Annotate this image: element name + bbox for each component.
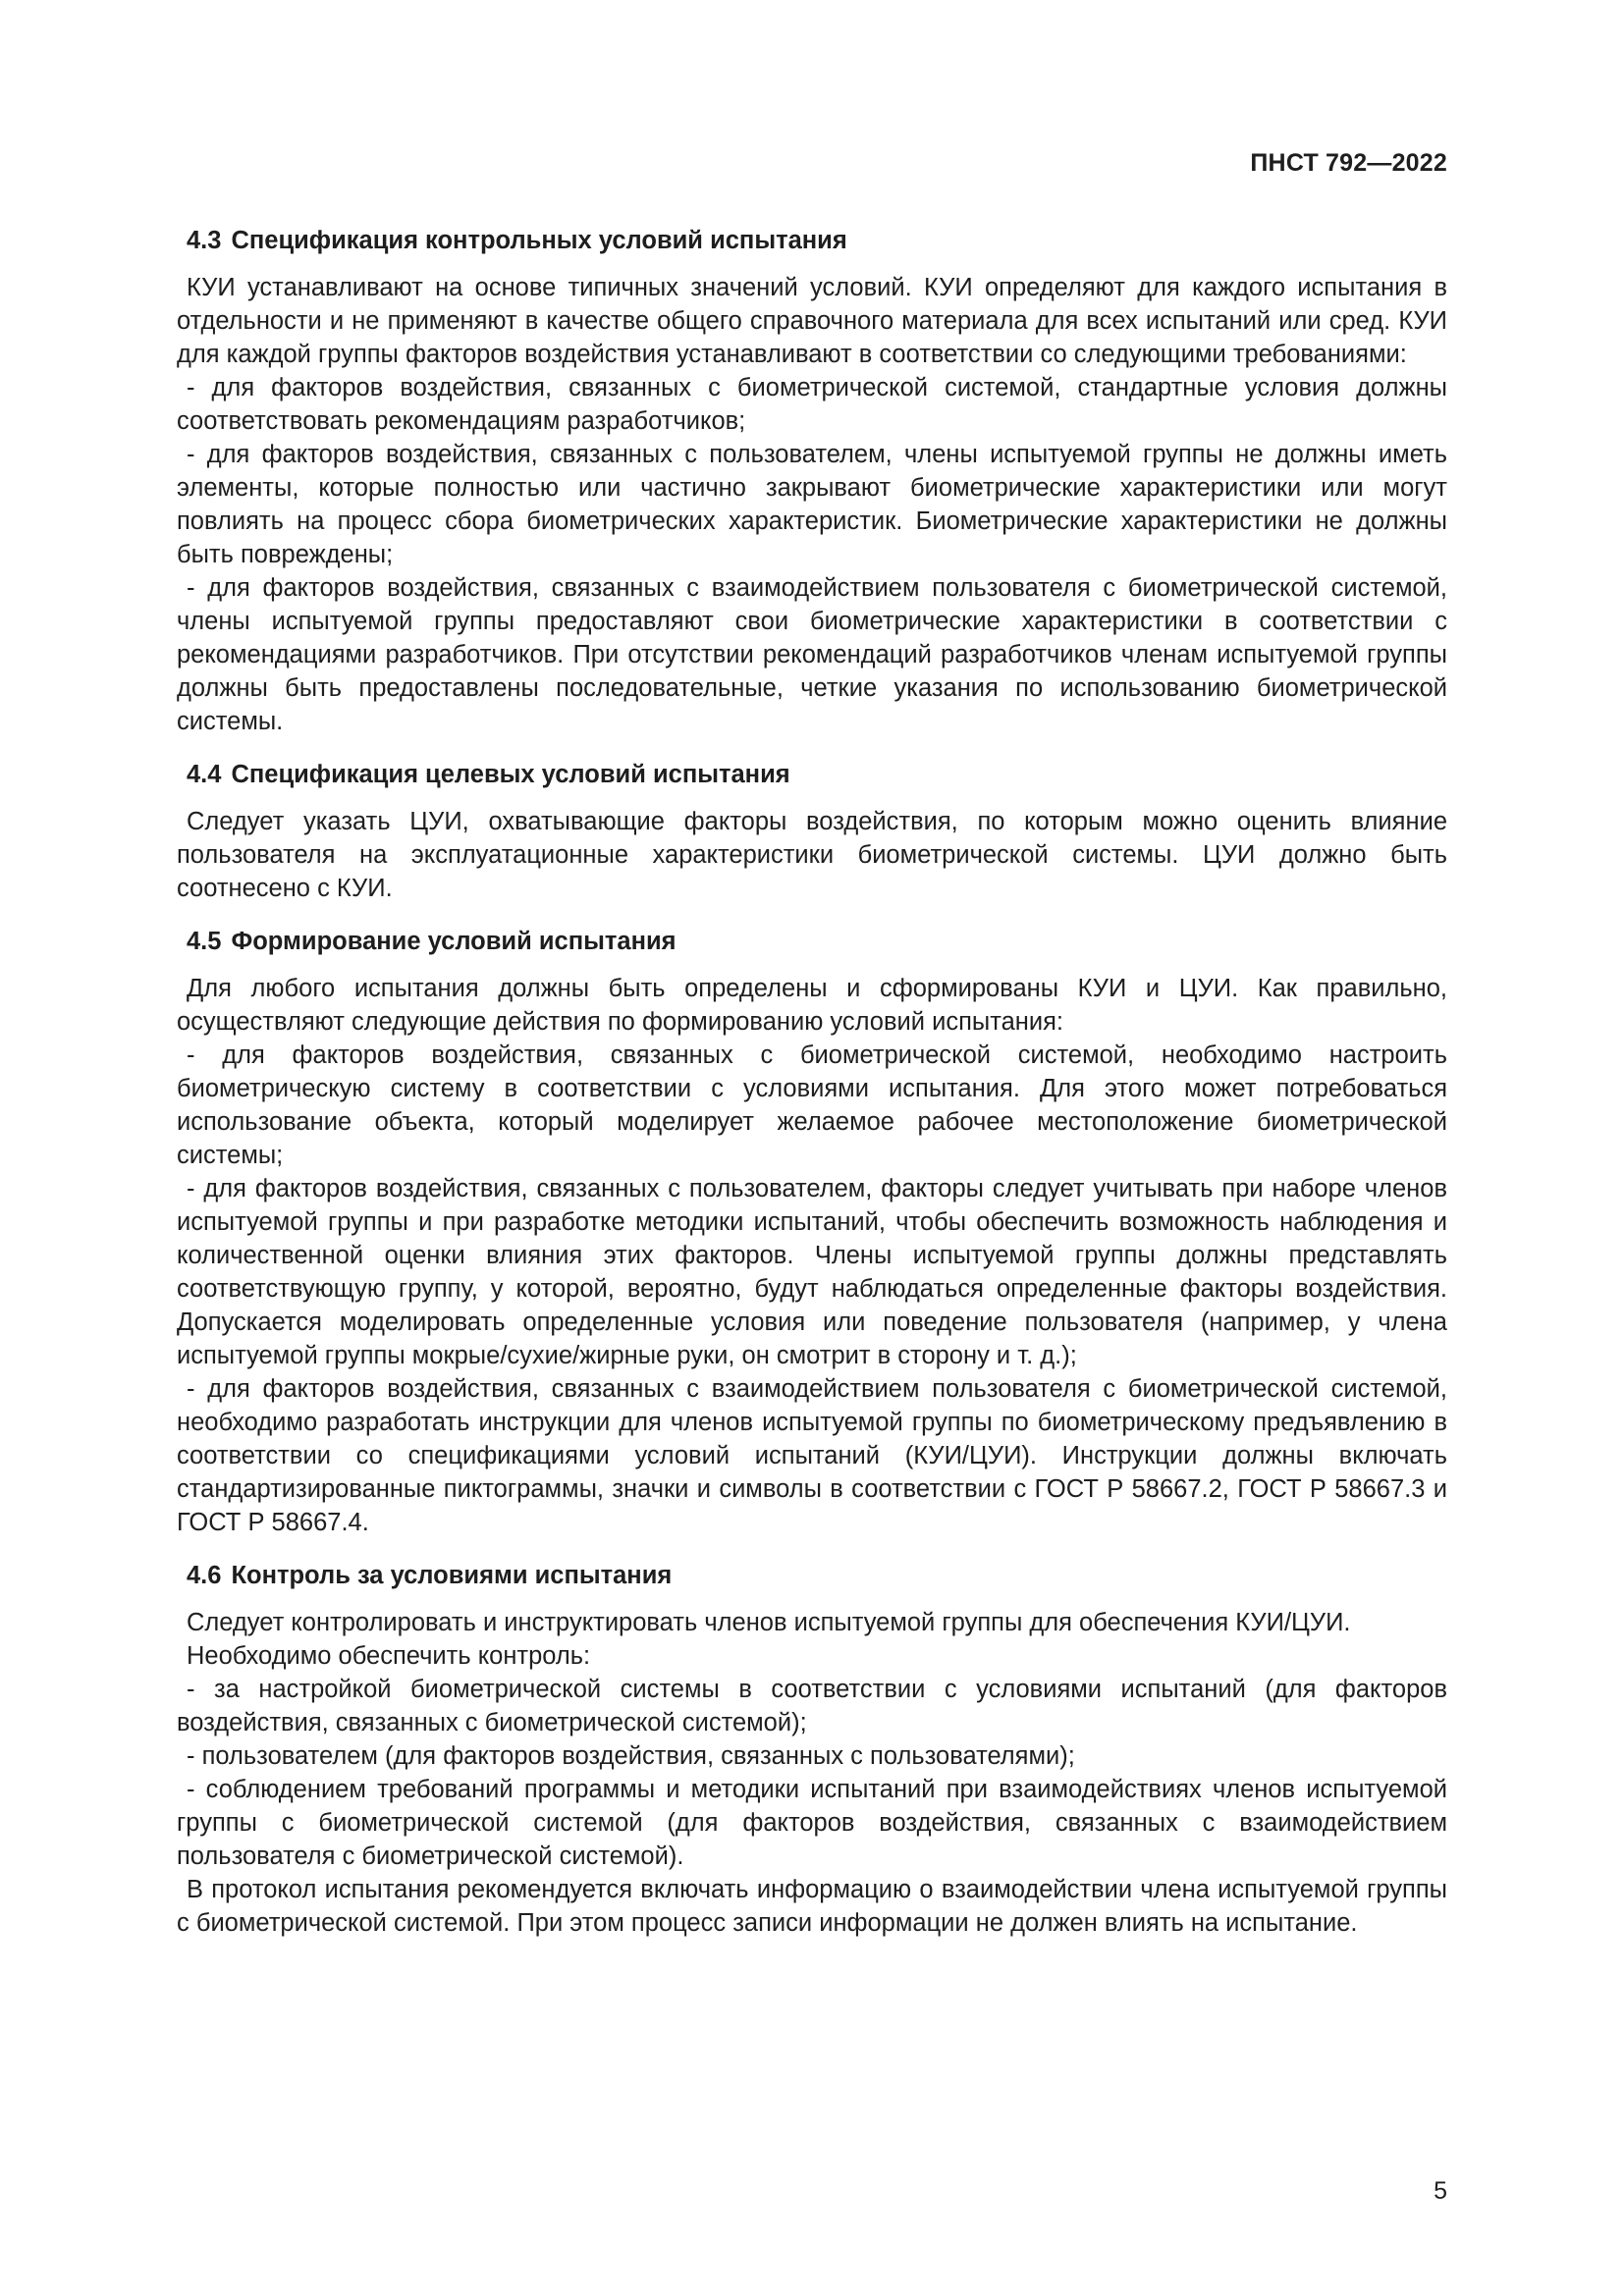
list-item: - для факторов воздействия, связанных с пользователем, члены испытуемой группы не должны иметь элементы, которые полностью или частично закрывают биометрические характеристики или могут повлиять на процесс сбора биометрических характеристик. Биометрические характеристики не должны быть повреждены; bbox=[177, 441, 1447, 568]
paragraph: Следует контролировать и инструктировать членов испытуемой группы для обеспечения КУИ/ЦУИ. bbox=[187, 1609, 1351, 1636]
section-heading bbox=[177, 925, 1447, 958]
list-item: - соблюдением требований программы и методики испытаний при взаимодействиях членов испытуемой группы с биометрической системой (для факторов воздействия, связанных с взаимодействием пользователя с биометрической системой). bbox=[177, 1776, 1447, 1870]
section-4-5 bbox=[177, 925, 1447, 1539]
section-heading bbox=[177, 1559, 1447, 1592]
list-item: - для факторов воздействия, связанных с взаимодействием пользователя с биометрической системой, необходимо разработать инструкции для членов испытуемой группы по биометрическому предъявлению в соответствии со спецификациями условий испытаний (КУИ/ЦУИ). Инструкции должны включать стандартизированные пиктограммы, значки и символы в соответствии с ГОСТ Р 58667.2, ГОСТ Р 58667.3 и ГОСТ Р 58667.4. bbox=[177, 1375, 1447, 1536]
section-title: Спецификация контрольных условий испытания bbox=[231, 227, 847, 254]
section-number: 4.5 bbox=[187, 928, 222, 955]
section-title: Контроль за условиями испытания bbox=[231, 1562, 673, 1589]
section-number: 4.4 bbox=[187, 761, 222, 788]
section-4-6 bbox=[177, 1559, 1447, 1940]
section-4-3 bbox=[177, 224, 1447, 738]
list-item: - для факторов воздействия, связанных с взаимодействием пользователя с биометрической системой, члены испытуемой группы предоставляют свои биометрические характеристики в соответствии с рекомендациями разработчиков. При отсутствии рекомендаций разработчиков членам испытуемой группы должны быть предоставлены последовательные, четкие указания по использованию биометрической системы. bbox=[177, 574, 1447, 735]
section-4-4 bbox=[177, 758, 1447, 905]
paragraph: Для любого испытания должны быть определены и сформированы КУИ и ЦУИ. Как правильно, осуществляют следующие действия по формированию условий испытания: bbox=[177, 975, 1447, 1036]
paragraph: В протокол испытания рекомендуется включать информацию о взаимодействии члена испытуемой группы с биометрической системой. При этом процесс записи информации не должен влиять на испытание. bbox=[177, 1876, 1447, 1937]
section-title: Формирование условий испытания bbox=[231, 928, 677, 955]
section-title: Спецификация целевых условий испытания bbox=[231, 761, 790, 788]
list-item: - за настройкой биометрической системы в соответствии с условиями испытаний (для факторов воздействия, связанных с биометрической системой); bbox=[177, 1676, 1447, 1736]
list-item: - пользователем (для факторов воздействия, связанных с пользователями); bbox=[187, 1742, 1075, 1770]
section-heading bbox=[177, 758, 1447, 791]
paragraph: Следует указать ЦУИ, охватывающие факторы воздействия, по которым можно оценить влияние пользователя на эксплуатационные характеристики биометрической системы. ЦУИ должно быть соотнесено с КУИ. bbox=[177, 808, 1447, 902]
section-heading bbox=[177, 224, 1447, 257]
section-number: 4.6 bbox=[187, 1562, 222, 1589]
paragraph: КУИ устанавливают на основе типичных значений условий. КУИ определяют для каждого испытания в отдельности и не применяют в качестве общего справочного материала для всех испытаний или сред. КУИ для каждой группы факторов воздействия устанавливают в соответствии со следующими требованиями: bbox=[177, 274, 1447, 368]
list-item: - для факторов воздействия, связанных с биометрической системой, необходимо настроить биометрическую систему в соответствии с условиями испытания. Для этого может потребоваться использование объекта, который моделирует желаемое рабочее местоположение биометрической системы; bbox=[177, 1041, 1447, 1169]
document-body bbox=[177, 224, 1447, 1959]
list-item: - для факторов воздействия, связанных с биометрической системой, стандартные условия должны соответствовать рекомендациям разработчиков; bbox=[177, 374, 1447, 435]
paragraph: Необходимо обеспечить контроль: bbox=[187, 1642, 591, 1670]
document-code: ПНСТ 792—2022 bbox=[1250, 149, 1447, 177]
page-number: 5 bbox=[1434, 2177, 1447, 2205]
list-item: - для факторов воздействия, связанных с пользователем, факторы следует учитывать при наборе членов испытуемой группы и при разработке методики испытаний, чтобы обеспечить возможность наблюдения и количественной оценки влияния этих факторов. Члены испытуемой группы должны представлять соответствующую группу, у которой, вероятно, будут наблюдаться определенные факторы воздействия. Допускается моделировать определенные условия или поведение пользователя (например, у члена испытуемой группы мокрые/сухие/жирные руки, он смотрит в сторону и т. д.); bbox=[177, 1175, 1447, 1369]
section-number: 4.3 bbox=[187, 227, 222, 254]
